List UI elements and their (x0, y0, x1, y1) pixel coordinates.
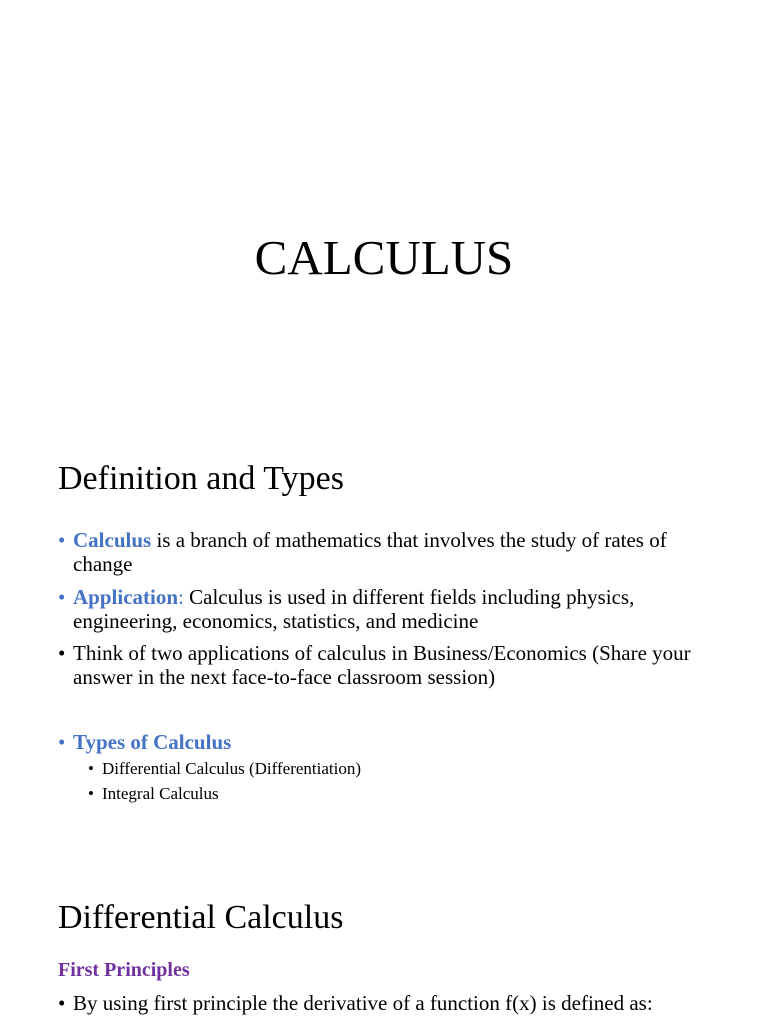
types-of-calculus-label: Types of Calculus (73, 730, 232, 754)
bullet-dot: • (58, 991, 66, 1015)
sub-bullet-differential (88, 758, 361, 780)
first-principles-subheading: First Principles (58, 959, 190, 981)
bullet-dot: • (58, 528, 66, 552)
bullet-dot: • (88, 759, 94, 778)
term-application: Application (73, 585, 179, 609)
bullet-first-principle (58, 991, 718, 1015)
bullet-think-of (58, 641, 718, 689)
bullet-text (73, 528, 718, 576)
type-integral: Integral Calculus (102, 784, 219, 803)
bullet-dot: • (58, 585, 66, 609)
bullet-calculus-definition (58, 528, 718, 576)
title-slide (0, 0, 768, 432)
slide-heading-definition: Definition and Types (58, 460, 344, 497)
application-text: Calculus is used in different fields including physics, engineering, economics, statistics, and medicine (73, 585, 635, 633)
first-principle-text: By using first principle the derivative of a function f(x) is defined as: (73, 991, 653, 1015)
slide-heading-differential: Differential Calculus (58, 899, 344, 936)
bullet-dot: • (88, 784, 94, 803)
bullet-dot: • (58, 641, 66, 665)
definition-text: is a branch of mathematics that involves the study of rates of change (73, 528, 667, 576)
term-calculus: Calculus (73, 528, 152, 552)
term-colon: : (178, 585, 184, 609)
think-of-text: Think of two applications of calculus in Business/Economics (Share your answer in the next face-to-face classroom session) (73, 641, 691, 689)
bullet-dot: • (58, 730, 66, 754)
bullet-application (58, 585, 718, 633)
bullet-types-heading (58, 730, 718, 754)
presentation-title: CALCULUS (254, 230, 514, 285)
bullet-text (73, 585, 718, 633)
sub-bullet-integral (88, 783, 219, 805)
type-differential: Differential Calculus (Differentiation) (102, 759, 362, 778)
